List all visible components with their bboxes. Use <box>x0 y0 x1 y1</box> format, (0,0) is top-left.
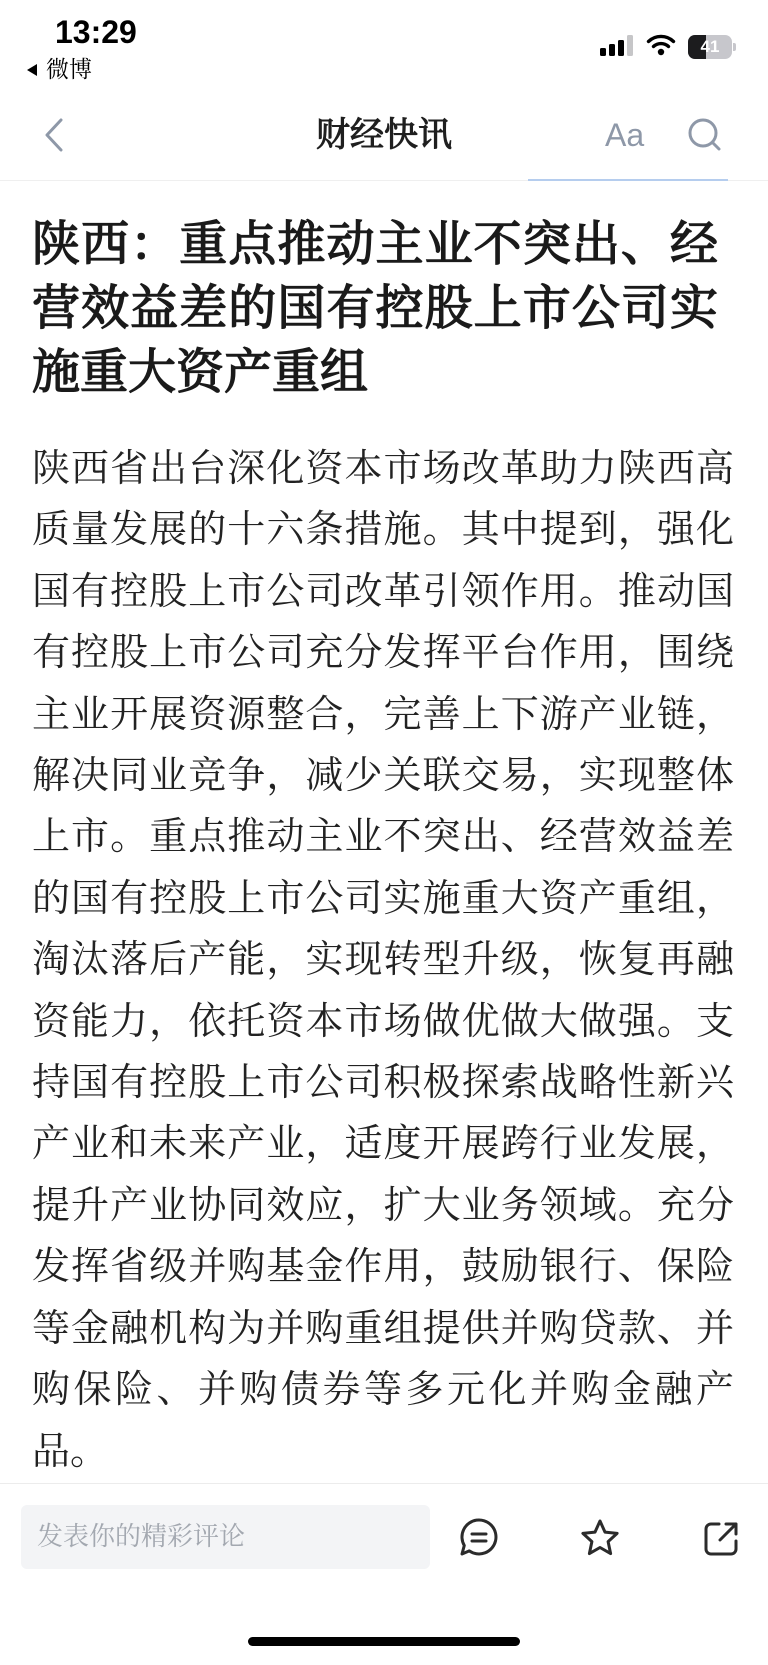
star-outline-icon[interactable] <box>578 1516 622 1560</box>
battery-nub <box>733 43 736 51</box>
comment-input[interactable] <box>21 1505 430 1569</box>
status-time: 13:29 <box>55 14 137 50</box>
search-icon[interactable] <box>686 116 724 154</box>
article-body: 陕西省出台深化资本市场改革助力陕西高质量发展的十六条措施。其中提到，强化国有控股上市公司改革引领作用。推动国有控股上市公司充分发挥平台作用，围绕主业开展资源整合，完善上下游产业链，解决同业竞争，减少关联交易，实现整体上市。重点推动主业不突出、经营效益差的国有控股上市公司实施重大资产重组，淘汰落后产能，实现转型升级，恢复再融资能力，依托资本市场做优做大做强。支持国有控股上市公司积极探索战略性新兴产业和未来产业，适度开展跨行业发展，提升产业协同效应，扩大业务领域。充分发挥省级并购基金作用，鼓励银行、保险等金融机构为并购重组提供并购贷款、并购保险、并购债券等多元化并购金融产品。 <box>32 446 734 1473</box>
home-indicator[interactable] <box>248 1637 520 1646</box>
signal-bar <box>600 48 606 56</box>
nav-underline-accent <box>528 179 728 181</box>
comment-bubble-icon[interactable] <box>457 1516 501 1560</box>
signal-bar <box>609 44 615 56</box>
font-size-button[interactable]: Aa <box>605 117 645 153</box>
wifi-icon <box>646 33 676 56</box>
battery-percent: 41 <box>700 37 720 56</box>
page-title: 财经快讯 <box>316 115 452 155</box>
signal-bar <box>627 35 633 56</box>
signal-bar <box>618 40 624 56</box>
return-triangle-icon <box>27 64 37 76</box>
cellular-signal-icon <box>600 34 634 56</box>
bottom-divider <box>0 1483 768 1484</box>
battery-icon <box>688 35 732 59</box>
article-title: 陕西：重点推动主业不突出、经营效益差的国有控股上市公司实施重大资产重组 <box>32 216 718 400</box>
return-app-label: 微博 <box>46 57 92 83</box>
share-icon[interactable] <box>699 1516 743 1560</box>
